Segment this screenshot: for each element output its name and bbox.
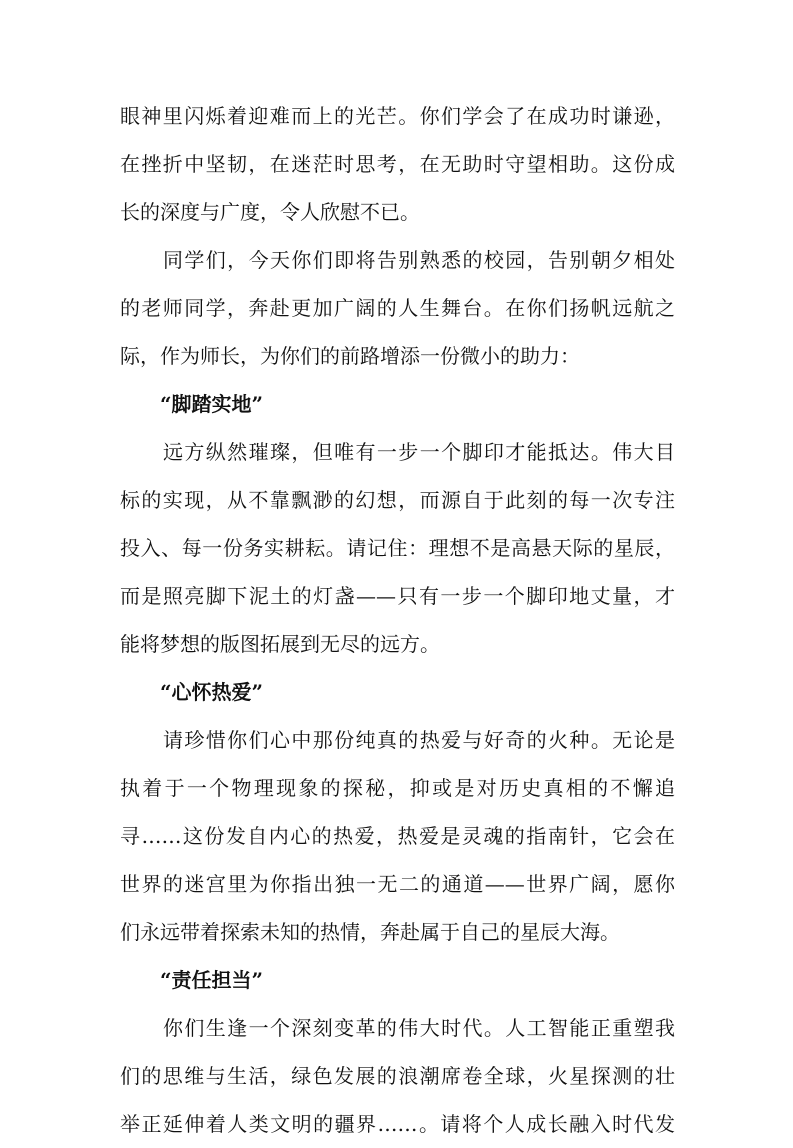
text-line: 远方纵然璀璨，但唯有一步一个脚印才能抵达。伟大目 bbox=[163, 440, 675, 464]
document-body bbox=[120, 92, 675, 1148]
text-line: 执着于一个物理现象的探秘，抑或是对历史真相的不懈追 bbox=[120, 776, 675, 800]
section-heading: “心怀热爱” bbox=[160, 680, 264, 704]
text-line: 寻……这份发自内心的热爱，热爱是灵魂的指南针，它会在 bbox=[120, 824, 675, 848]
text-line: 长的深度与广度，令人欣慰不已。 bbox=[120, 200, 420, 224]
section-heading: “脚踏实地” bbox=[160, 392, 264, 416]
text-line: 而是照亮脚下泥土的灯盏——只有一步一个脚印地丈量，才 bbox=[120, 584, 675, 608]
text-line: 际，作为师长，为你们的前路增添一份微小的助力： bbox=[120, 344, 580, 368]
text-line: 你们生逢一个深刻变革的伟大时代。人工智能正重塑我 bbox=[163, 1016, 675, 1040]
text-line: 能将梦想的版图拓展到无尽的远方。 bbox=[120, 632, 440, 656]
text-line: 投入、每一份务实耕耘。请记住：理想不是高悬天际的星辰， bbox=[120, 536, 675, 560]
section-heading: “责任担当” bbox=[160, 968, 264, 992]
text-line: 世界的迷宫里为你指出独一无二的通道——世界广阔，愿你 bbox=[120, 872, 675, 896]
text-line: 在挫折中坚韧，在迷茫时思考，在无助时守望相助。这份成 bbox=[120, 152, 675, 176]
text-line: 们的思维与生活，绿色发展的浪潮席卷全球，火星探测的壮 bbox=[120, 1064, 675, 1088]
text-line: 请珍惜你们心中那份纯真的热爱与好奇的火种。无论是 bbox=[163, 728, 675, 752]
text-line: 标的实现，从不靠飘渺的幻想，而源自于此刻的每一次专注 bbox=[120, 488, 675, 512]
text-line: 眼神里闪烁着迎难而上的光芒。你们学会了在成功时谦逊， bbox=[120, 104, 675, 128]
text-line: 的老师同学，奔赴更加广阔的人生舞台。在你们扬帆远航之 bbox=[120, 296, 675, 320]
text-line: 举正延伸着人类文明的疆界……。请将个人成长融入时代发 bbox=[120, 1112, 675, 1136]
text-line: 们永远带着探索未知的热情，奔赴属于自己的星辰大海。 bbox=[120, 920, 620, 944]
text-line: 同学们，今天你们即将告别熟悉的校园，告别朝夕相处 bbox=[163, 248, 675, 272]
